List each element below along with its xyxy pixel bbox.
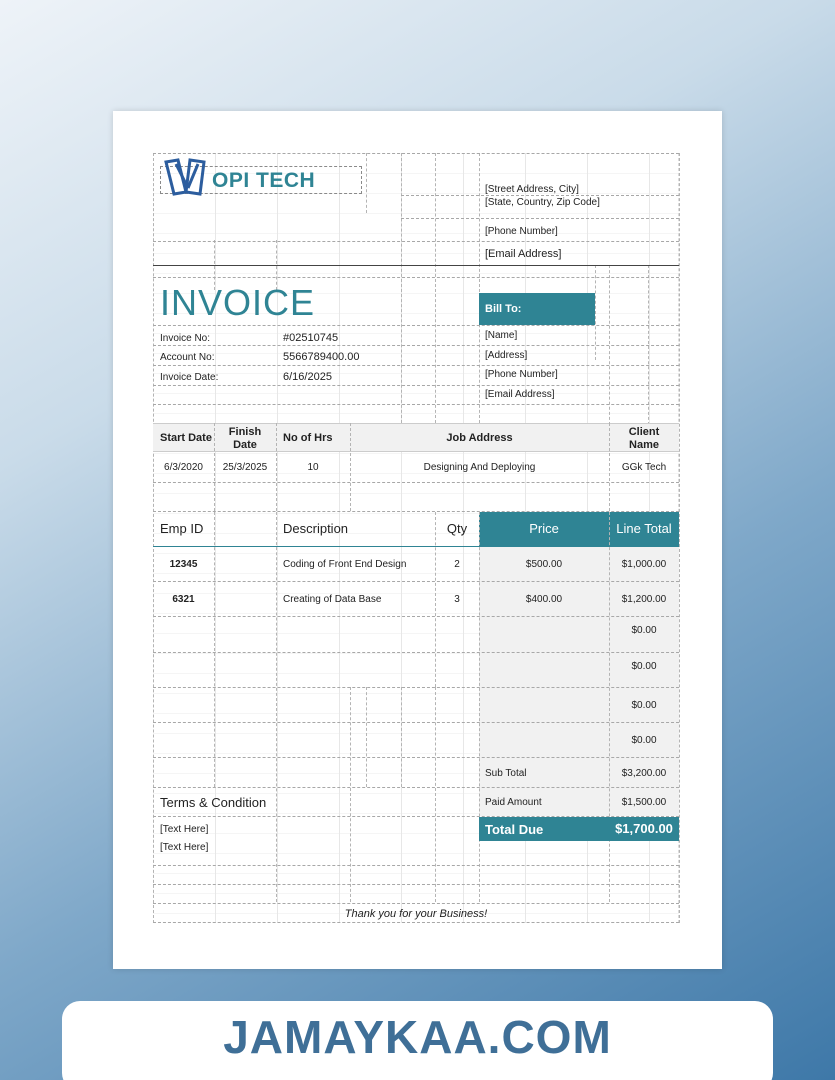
invoice-date-label: Invoice Date: [160,372,219,383]
account-number-value: 5566789400.00 [283,351,360,363]
description-header: Description [283,521,349,536]
grid-line [153,581,679,582]
invoice-number-value: #02510745 [283,332,339,344]
company-logo-icon [164,158,212,196]
item-total: $1,200.00 [621,594,667,605]
subtotal-label: Sub Total [485,768,527,779]
bill-to-label: Bill To: [485,303,522,315]
invoice-title: INVOICE [160,282,316,323]
header-divider [153,265,679,266]
grid-line [435,687,436,902]
item-total: $0.00 [631,735,657,746]
invoice-number-label: Invoice No: [160,333,211,344]
grid-line [153,241,679,242]
grid-line [153,757,679,758]
grid-line [153,404,679,405]
bill-to-address: [Address] [485,350,528,361]
paid-amount-label: Paid Amount [485,797,542,808]
company-email: [Email Address] [485,248,562,260]
grid-line [153,652,679,653]
company-state: [State, Country, Zip Code] [485,197,600,208]
price-header: Price [529,521,559,536]
item-total: $0.00 [631,700,657,711]
grid-line [153,385,679,386]
grid-line [276,512,277,902]
company-street: [Street Address, City] [485,184,579,195]
grid-line [350,687,351,902]
grid-line [366,687,367,787]
grid-line [401,687,402,787]
job-client-header-2: Name [629,439,659,451]
terms-line-1: [Text Here] [160,824,209,835]
job-start-header: Start Date [160,432,212,444]
item-description: Creating of Data Base [283,594,382,605]
grid-line [153,865,679,866]
item-price: $400.00 [525,594,563,605]
job-hours-value: 10 [307,462,319,473]
item-total: $0.00 [631,661,657,672]
grid-line [479,153,480,423]
grid-line [153,616,679,617]
item-price: $500.00 [525,559,563,570]
job-address-value: Designing And Deploying [423,462,536,473]
grid-line [479,512,480,902]
invoice-date-value: 6/16/2025 [283,371,332,383]
line-total-header: Line Total [616,521,672,536]
job-start-value: 6/3/2020 [164,462,203,473]
item-emp-id: 6321 [172,594,195,605]
subtotal-value: $3,200.00 [621,768,667,779]
terms-title: Terms & Condition [160,795,267,810]
grid-line [153,345,679,346]
item-qty: 3 [454,594,460,605]
total-due-value: $1,700.00 [615,821,673,836]
grid-line [153,153,154,923]
grid-line [366,153,367,213]
total-due-label: Total Due [485,822,544,837]
grid-line [153,687,679,688]
job-address-header: Job Address [446,432,513,444]
watermark-text: JAMAYKAA.COM [223,1011,612,1063]
emp-id-header: Emp ID [160,521,204,536]
job-finish-value: 25/3/2025 [222,462,268,473]
bill-to-email: [Email Address] [485,389,555,400]
grid-line [401,153,402,423]
grid-line [153,153,679,154]
company-name: OPI TECH [212,169,316,192]
grid-line [153,365,679,366]
job-client-value: GGk Tech [621,462,667,473]
account-number-label: Account No: [160,352,215,363]
grid-line [435,153,436,423]
grid-line [153,903,679,904]
item-total: $0.00 [631,625,657,636]
job-finish-header-2: Date [233,439,257,451]
item-description: Coding of Front End Design [283,559,407,570]
bill-to-phone: [Phone Number] [485,369,558,380]
item-emp-id: 12345 [169,559,198,570]
thank-you-note: Thank you for your Business! [344,908,488,920]
terms-line-2: [Text Here] [160,842,209,853]
grid-line [401,218,679,219]
bill-to-name: [Name] [485,330,518,341]
grid-line [153,482,679,483]
item-total: $1,000.00 [621,559,667,570]
grid-line [153,325,679,326]
grid-line [401,195,679,196]
grid-line [679,153,680,923]
job-client-header-1: Client [628,426,660,438]
qty-header: Qty [446,521,468,536]
grid-line [153,922,679,923]
job-hours-header: No of Hrs [283,432,333,444]
grid-line [153,884,679,885]
grid-line [153,787,679,788]
company-phone: [Phone Number] [485,226,558,237]
grid-line [153,277,679,278]
grid-line [214,512,215,787]
grid-line [153,722,679,723]
item-qty: 2 [454,559,460,570]
paid-amount-value: $1,500.00 [621,797,667,808]
job-finish-header-1: Finish [228,426,262,438]
